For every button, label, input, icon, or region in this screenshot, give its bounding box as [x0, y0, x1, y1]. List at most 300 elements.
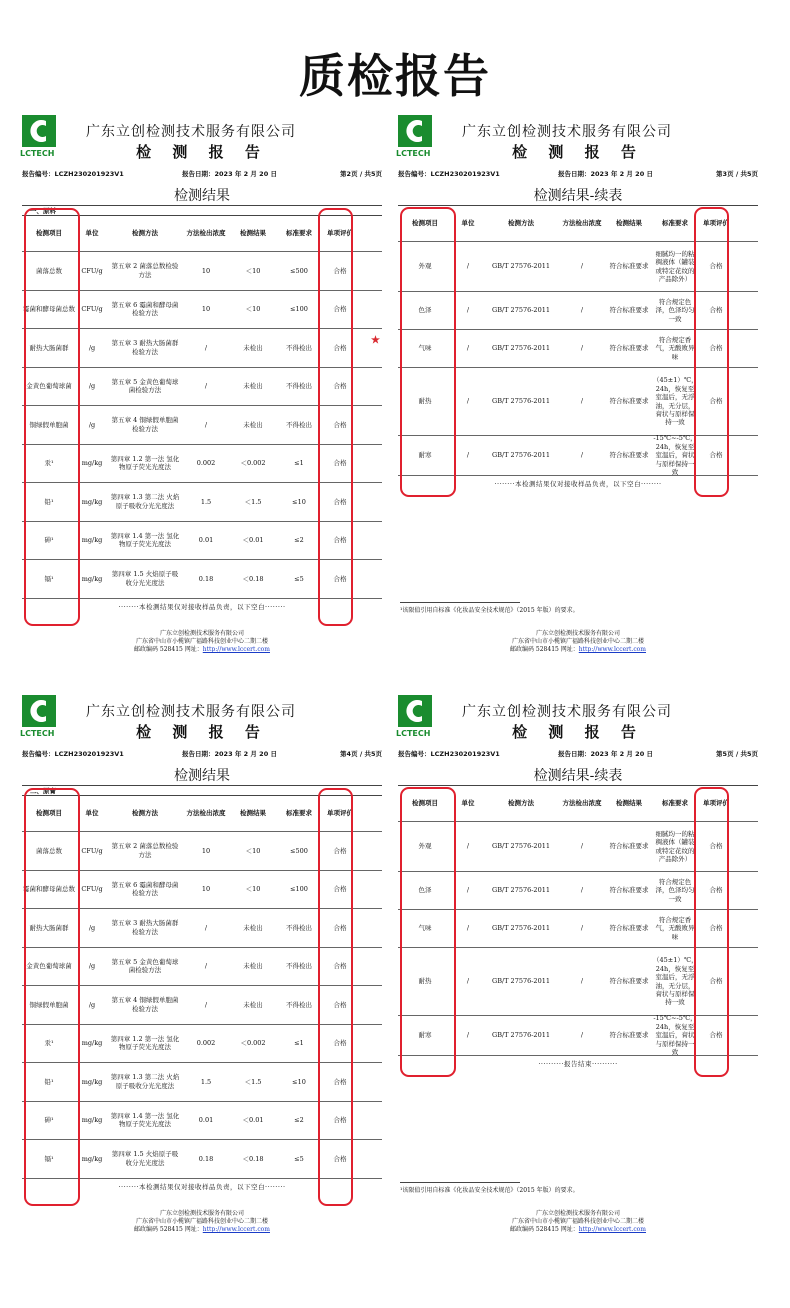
logo-text: LCTECH [20, 149, 55, 158]
logo-text: LCTECH [20, 729, 55, 738]
table-cell: 符合标准要求 [609, 1031, 649, 1040]
highlight-evaluation-column [318, 208, 353, 626]
table-cell: 耐热 [418, 397, 432, 406]
table-cell: 第五章 6 霉菌和酵母菌检验方法 [111, 300, 179, 318]
table-cell: 汞¹ [44, 459, 54, 468]
page-number: 第5页 / 共5页 [716, 750, 758, 758]
table-cell: GB/T 27576-2011 [492, 451, 550, 460]
table-cell: 色泽 [418, 306, 432, 315]
footnote-rule [400, 1182, 520, 1183]
table-cell: 耐热大肠菌群 [29, 343, 69, 352]
table-cell: 细腻均一的粘稠液体（罐装或特定花纹的产品除外） [655, 829, 695, 863]
table-cell: -15℃~-5℃，24h，恢复至室温后，膏状与原样保持一致 [653, 1014, 697, 1057]
footer-company: 广东立创检测技术服务有限公司 [159, 1210, 244, 1217]
report-number: 报告编号：LCZH230201923V1 [22, 750, 124, 758]
report-number: 报告编号：LCZH230201923V1 [398, 750, 500, 758]
section-subhead: 二、原膏 [22, 786, 382, 796]
footer-company: 广东立创检测技术服务有限公司 [535, 630, 620, 637]
table-cell: 符合标准要求 [609, 451, 649, 460]
table-cell: 符合标准要求 [609, 344, 649, 353]
table-cell: 外观 [418, 842, 432, 851]
table-cell: / [204, 962, 208, 971]
section-title: 检测结果-续表 [533, 188, 623, 204]
table-cell: 耐寒 [418, 1031, 432, 1040]
table-cell: 0.01 [198, 1116, 214, 1125]
table-cell: / [580, 344, 584, 353]
section-subhead: 一、原料 [22, 206, 382, 216]
table-cell: 不得检出 [286, 382, 312, 391]
table-cell: 第五章 4 铜绿假单胞菌检验方法 [111, 416, 179, 433]
table-cell: mg/kg [81, 574, 103, 583]
table-cell: 第五章 4 铜绿假单胞菌检验方法 [111, 996, 179, 1013]
table-cell: 10 [201, 885, 211, 894]
table-cell: ≤500 [290, 266, 308, 275]
highlight-evaluation-column [318, 788, 353, 1206]
column-header: 标准要求 [286, 229, 312, 238]
table-cell: /g [88, 382, 96, 391]
table-cell: / [580, 397, 584, 406]
column-header: 检测项目 [36, 809, 62, 818]
table-cell: 铅¹ [44, 497, 54, 506]
table-cell: 第四章 1.3 第二法 火焰原子吸收分光光度法 [110, 1073, 180, 1090]
footer-company: 广东立创检测技术服务有限公司 [159, 630, 244, 637]
table-cell: / [204, 1000, 208, 1009]
table-cell: 10 [201, 305, 211, 314]
table-cell: 第四章 1.5 火焰原子吸收分光光度法 [111, 1150, 179, 1167]
column-header: 检测结果 [616, 799, 642, 808]
table-cell: 合格 [333, 536, 347, 545]
table-cell: GB/T 27576-2011 [492, 397, 550, 406]
table-cell: 第五章 5 金黄色葡萄球菌检验方法 [111, 957, 179, 975]
column-header: 单位 [85, 229, 99, 238]
table-cell: / [580, 977, 584, 986]
table-cell: 合格 [333, 846, 347, 855]
table-cell: 符合标准要求 [609, 397, 649, 406]
table-cell: GB/T 27576-2011 [492, 1031, 550, 1040]
table-cell: mg/kg [81, 459, 103, 468]
table-cell: 0.18 [198, 574, 214, 583]
website-link[interactable]: http://www.lccert.com [202, 646, 270, 653]
table-cell: / [466, 977, 470, 986]
report-page-4 [22, 695, 382, 1295]
report-title: 检 测 报 告 [512, 723, 644, 741]
website-link[interactable]: http://www.lccert.com [578, 1226, 646, 1233]
table-cell: 菌落总数 [36, 846, 62, 855]
company-name: 广东立创检测技术服务有限公司 [462, 124, 672, 140]
table-cell: 菌落总数 [36, 266, 62, 275]
report-number: 报告编号：LCZH230201923V1 [22, 170, 124, 178]
table-cell: GB/T 27576-2011 [492, 842, 550, 851]
report-meta [22, 749, 382, 758]
table-cell: /g [88, 923, 96, 932]
footer-postal: 邮政编码 528415 网址： [510, 1226, 579, 1233]
report-meta [398, 749, 758, 758]
table-cell: 符合标准要求 [609, 842, 649, 851]
table-cell: 合格 [333, 885, 347, 894]
end-of-results-note: ········本检测结果仅对接收样品负责，以下空白········ [118, 602, 286, 611]
column-header: 检测方法 [508, 219, 534, 228]
table-cell: / [466, 306, 470, 315]
table-cell: 未检出 [243, 343, 263, 352]
table-cell: ≤1 [294, 459, 304, 468]
table-cell: 合格 [333, 497, 347, 506]
table-cell: 镉¹ [44, 1154, 54, 1163]
table-cell: 第四章 1.3 第二法 火焰原子吸收分光光度法 [110, 493, 180, 510]
column-header: 检测方法 [132, 809, 158, 818]
table-cell: / [580, 1031, 584, 1040]
footer-contact [398, 646, 758, 654]
section-title: 检测结果-续表 [533, 768, 623, 784]
table-cell: ＜10 [245, 305, 261, 314]
table-cell: 细腻均一的粘稠液体（罐装或特定花纹的产品除外） [655, 249, 695, 283]
column-header: 方法检出浓度 [186, 229, 226, 238]
table-cell: 10 [201, 266, 211, 275]
table-cell: ＜1.5 [244, 1077, 262, 1086]
table-cell: 符合标准要求 [609, 262, 649, 271]
table-cell: 1.5 [200, 497, 212, 506]
table-cell: 合格 [333, 962, 347, 971]
table-cell: 合格 [709, 924, 723, 933]
table-cell: ≤1 [294, 1039, 304, 1048]
logo-text: LCTECH [396, 729, 431, 738]
section-title: 检测结果 [174, 188, 230, 204]
table-cell: mg/kg [81, 1039, 103, 1048]
table-cell: 符合规定香气，无酸败异味 [655, 915, 695, 941]
report-number: 报告编号：LCZH230201923V1 [398, 170, 500, 178]
column-header: 单项评价 [703, 799, 729, 808]
table-cell: 符合标准要求 [609, 977, 649, 986]
table-cell: ≤10 [292, 497, 306, 506]
table-cell: / [580, 451, 584, 460]
footer-address: 广东省中山市小榄镇广福路科技创业中心二期二楼 [135, 638, 268, 645]
table-cell: 铜绿假单胞菌 [29, 1000, 69, 1009]
table-cell: 合格 [709, 306, 723, 315]
table-cell: 10 [201, 846, 211, 855]
table-cell: 未检出 [243, 923, 263, 932]
table-cell: ＜0.01 [242, 1116, 264, 1125]
table-cell: 汞¹ [44, 1039, 54, 1048]
highlight-item-column [400, 787, 456, 1077]
table-cell: 0.18 [198, 1154, 214, 1163]
column-header: 单位 [461, 219, 475, 228]
table-cell: 合格 [333, 574, 347, 583]
table-cell: 合格 [709, 886, 723, 895]
table-cell: GB/T 27576-2011 [492, 977, 550, 986]
table-cell: / [580, 842, 584, 851]
table-cell: 第五章 3 耐热大肠菌群检验方法 [111, 919, 179, 936]
report-meta [398, 169, 758, 178]
column-header: 单位 [85, 809, 99, 818]
end-of-results-note: ········本检测结果仅对接收样品负责，以下空白········ [494, 480, 662, 488]
table-cell: 第五章 6 霉菌和酵母菌检验方法 [111, 880, 179, 898]
table-cell: mg/kg [81, 1116, 103, 1125]
table-cell: 合格 [709, 344, 723, 353]
table-cell: ＜10 [245, 846, 261, 855]
report-title: 检 测 报 告 [136, 143, 268, 161]
table-cell: ＜0.01 [242, 536, 264, 545]
company-name: 广东立创检测技术服务有限公司 [86, 704, 296, 720]
table-cell: /g [88, 962, 96, 971]
report-title: 检 测 报 告 [136, 723, 268, 741]
table-cell: 铅¹ [44, 1077, 54, 1086]
table-cell: CFU/g [81, 885, 103, 894]
highlight-item-column [24, 788, 80, 1206]
table-cell: 合格 [333, 459, 347, 468]
table-cell: mg/kg [81, 497, 103, 506]
footer-address: 广东省中山市小榄镇广福路科技创业中心二期二楼 [511, 638, 644, 645]
table-cell: （45±1）℃，24h，恢复至室温后，无浮油，无分层，膏状与原样保持一致 [653, 376, 698, 427]
column-header: 检测项目 [36, 229, 62, 238]
report-title: 检 测 报 告 [512, 143, 644, 161]
column-header: 检测方法 [508, 799, 534, 808]
table-cell: 符合规定色泽，色泽均匀一致 [655, 877, 695, 903]
report-date: 报告日期：2023 年 2 月 20 日 [558, 750, 653, 758]
table-cell: CFU/g [81, 305, 103, 314]
table-cell: 合格 [709, 397, 723, 406]
footer-postal: 邮政编码 528415 网址： [134, 1226, 203, 1233]
column-header: 检测方法 [132, 229, 158, 238]
column-header: 检测项目 [412, 799, 438, 808]
table-cell: 第五章 5 金黄色葡萄球菌检验方法 [111, 377, 179, 395]
column-header: 单位 [461, 799, 475, 808]
footer-contact [22, 646, 382, 654]
table-cell: 第五章 2 菌落总数检验方法 [111, 842, 179, 859]
table-cell: 第四章 1.4 第一法 氢化物原子荧光光度法 [110, 1111, 180, 1129]
table-cell: / [204, 420, 208, 429]
table-cell: 气味 [418, 344, 432, 353]
table-cell: / [466, 344, 470, 353]
table-cell: 合格 [333, 305, 347, 314]
table-cell: 合格 [333, 382, 347, 391]
column-header: 检测结果 [240, 809, 266, 818]
table-cell: ＜0.18 [242, 1154, 264, 1163]
table-cell: 合格 [709, 1031, 723, 1040]
table-cell: ＜0.002 [240, 459, 266, 468]
table-cell: 金黄色葡萄球菌 [26, 962, 72, 971]
table-cell: 符合标准要求 [609, 924, 649, 933]
end-of-results-note: ········本检测结果仅对接收样品负责，以下空白········ [118, 1182, 286, 1191]
table-cell: 合格 [333, 1154, 347, 1163]
footer-postal: 邮政编码 528415 网址： [134, 646, 203, 653]
report-meta [22, 169, 382, 178]
column-header: 检测项目 [412, 219, 438, 228]
table-cell: GB/T 27576-2011 [492, 306, 550, 315]
website-link[interactable]: http://www.lccert.com [578, 646, 646, 653]
footer-contact [22, 1226, 382, 1234]
table-cell: 符合标准要求 [609, 886, 649, 895]
table-cell: mg/kg [81, 1077, 103, 1086]
table-cell: 第四章 1.5 火焰原子吸收分光光度法 [111, 570, 179, 587]
table-cell: 耐热 [418, 977, 432, 986]
table-cell: 色泽 [418, 886, 432, 895]
table-cell: 符合标准要求 [609, 306, 649, 315]
table-cell: 耐热大肠菌群 [29, 923, 69, 932]
table-cell: 气味 [418, 924, 432, 933]
highlight-evaluation-column [694, 207, 729, 497]
table-cell: ≤5 [294, 574, 304, 583]
table-cell: / [466, 397, 470, 406]
table-cell: 符合规定香气，无酸败异味 [655, 335, 695, 361]
table-cell: 合格 [333, 1039, 347, 1048]
report-footer [22, 1210, 382, 1234]
report-date: 报告日期：2023 年 2 月 20 日 [182, 170, 277, 178]
footnote: ¹该限值引用自标准《化妆品安全技术规范》（2015 年版）的要求。 [400, 1187, 579, 1194]
table-cell: 未检出 [243, 962, 263, 971]
table-cell: ≤2 [294, 536, 304, 545]
section-title: 检测结果 [174, 768, 230, 784]
table-cell: /g [88, 343, 96, 352]
table-cell: /g [88, 1000, 96, 1009]
table-cell: 1.5 [200, 1077, 212, 1086]
report-footer [398, 630, 758, 654]
table-cell: CFU/g [81, 846, 103, 855]
table-cell: 砷¹ [44, 536, 54, 545]
table-cell: 不得检出 [286, 420, 312, 429]
table-cell: 不得检出 [286, 343, 312, 352]
end-of-results-note: ··········报告结束·········· [538, 1060, 618, 1068]
column-header: 方法检出浓度 [562, 799, 602, 808]
table-cell: ≤500 [290, 846, 308, 855]
logo-text: LCTECH [396, 149, 431, 158]
highlight-item-column [400, 207, 456, 497]
table-cell: / [466, 842, 470, 851]
report-page-2 [22, 115, 382, 715]
table-cell: 合格 [333, 1077, 347, 1086]
table-cell: /g [88, 420, 96, 429]
table-cell: / [580, 306, 584, 315]
table-cell: 第四章 1.2 第一法 氢化物原子荧光光度法 [110, 1034, 180, 1052]
table-cell: （45±1）℃，24h，恢复至室温后，无浮油，无分层，膏状与原样保持一致 [653, 956, 698, 1007]
table-cell: mg/kg [81, 1154, 103, 1163]
table-cell: ＜1.5 [244, 497, 262, 506]
table-cell: 第五章 3 耐热大肠菌群检验方法 [111, 339, 179, 356]
table-cell: 第四章 1.2 第一法 氢化物原子荧光光度法 [110, 454, 180, 472]
table-cell: 第四章 1.4 第一法 氢化物原子荧光光度法 [110, 531, 180, 549]
table-cell: GB/T 27576-2011 [492, 886, 550, 895]
footnote: ¹该限值引用自标准《化妆品安全技术规范》（2015 年版）的要求。 [400, 607, 579, 614]
table-cell: 未检出 [243, 1000, 263, 1009]
table-cell: 合格 [333, 343, 347, 352]
table-cell: 霉菌和酵母菌总数 [23, 885, 75, 894]
seal-stamp: ★ [370, 335, 381, 346]
page-title: 质检报告 [299, 49, 491, 103]
table-cell: ＜10 [245, 885, 261, 894]
footer-postal: 邮政编码 528415 网址： [510, 646, 579, 653]
table-cell: / [204, 923, 208, 932]
table-cell: / [580, 262, 584, 271]
table-cell: 耐寒 [418, 451, 432, 460]
table-cell: 不得检出 [286, 923, 312, 932]
table-cell: mg/kg [81, 536, 103, 545]
footer-company: 广东立创检测技术服务有限公司 [535, 1210, 620, 1217]
report-date: 报告日期：2023 年 2 月 20 日 [558, 170, 653, 178]
column-header: 检测结果 [616, 219, 642, 228]
table-cell: 铜绿假单胞菌 [29, 420, 69, 429]
table-cell: 合格 [709, 842, 723, 851]
footer-contact [398, 1226, 758, 1234]
table-cell: GB/T 27576-2011 [492, 262, 550, 271]
table-cell: ≤5 [294, 1154, 304, 1163]
table-cell: 0.01 [198, 536, 214, 545]
table-cell: 合格 [709, 262, 723, 271]
table-cell: -15℃~-5℃，24h，恢复至室温后，膏状与原样保持一致 [653, 434, 697, 477]
column-header: 单项评价 [327, 229, 353, 238]
table-cell: 合格 [333, 420, 347, 429]
table-cell: ＜0.18 [242, 574, 264, 583]
table-cell: ≤2 [294, 1116, 304, 1125]
table-cell: 第五章 2 菌落总数检验方法 [111, 262, 179, 279]
table-cell: ≤100 [290, 305, 308, 314]
company-name: 广东立创检测技术服务有限公司 [86, 124, 296, 140]
column-header: 方法检出浓度 [186, 809, 226, 818]
column-header: 单项评价 [703, 219, 729, 228]
table-cell: 砷¹ [44, 1116, 54, 1125]
highlight-item-column [24, 208, 80, 626]
footnote-rule [400, 602, 520, 603]
page-number: 第3页 / 共5页 [716, 170, 758, 178]
footer-address: 广东省中山市小榄镇广福路科技创业中心二期二楼 [135, 1218, 268, 1225]
website-link[interactable]: http://www.lccert.com [202, 1226, 270, 1233]
table-cell: / [466, 1031, 470, 1040]
table-cell: / [204, 343, 208, 352]
table-cell: 不得检出 [286, 962, 312, 971]
highlight-evaluation-column [694, 787, 729, 1077]
table-cell: GB/T 27576-2011 [492, 344, 550, 353]
table-cell: 合格 [333, 266, 347, 275]
table-cell: 镉¹ [44, 574, 54, 583]
table-cell: 合格 [709, 451, 723, 460]
table-cell: ≤10 [292, 1077, 306, 1086]
column-header: 方法检出浓度 [562, 219, 602, 228]
table-cell: 合格 [333, 1000, 347, 1009]
page-number: 第2页 / 共5页 [340, 170, 382, 178]
table-cell: 符合规定色泽，色泽均匀一致 [655, 297, 695, 323]
table-cell: 0.002 [196, 1039, 216, 1048]
table-cell: / [204, 382, 208, 391]
column-header: 标准要求 [662, 799, 688, 808]
table-cell: 金黄色葡萄球菌 [26, 382, 72, 391]
table-cell: 未检出 [243, 420, 263, 429]
table-cell: / [466, 451, 470, 460]
table-cell: / [466, 924, 470, 933]
table-cell: 未检出 [243, 382, 263, 391]
column-header: 单项评价 [327, 809, 353, 818]
report-footer [22, 630, 382, 654]
table-cell: ≤100 [290, 885, 308, 894]
table-cell: 不得检出 [286, 1000, 312, 1009]
table-cell: ＜0.002 [240, 1039, 266, 1048]
table-cell: CFU/g [81, 266, 103, 275]
table-cell: 合格 [333, 923, 347, 932]
page-number: 第4页 / 共5页 [340, 750, 382, 758]
footer-address: 广东省中山市小榄镇广福路科技创业中心二期二楼 [511, 1218, 644, 1225]
table-cell: / [466, 886, 470, 895]
table-cell: 外观 [418, 262, 432, 271]
table-cell: 合格 [333, 1116, 347, 1125]
report-page-5 [398, 695, 758, 1295]
column-header: 标准要求 [662, 219, 688, 228]
company-name: 广东立创检测技术服务有限公司 [462, 704, 672, 720]
table-cell: 霉菌和酵母菌总数 [23, 305, 75, 314]
table-cell: / [580, 886, 584, 895]
report-footer [398, 1210, 758, 1234]
table-cell: ＜10 [245, 266, 261, 275]
table-cell: / [466, 262, 470, 271]
column-header: 检测结果 [240, 229, 266, 238]
table-cell: 合格 [709, 977, 723, 986]
table-cell: GB/T 27576-2011 [492, 924, 550, 933]
table-cell: / [580, 924, 584, 933]
